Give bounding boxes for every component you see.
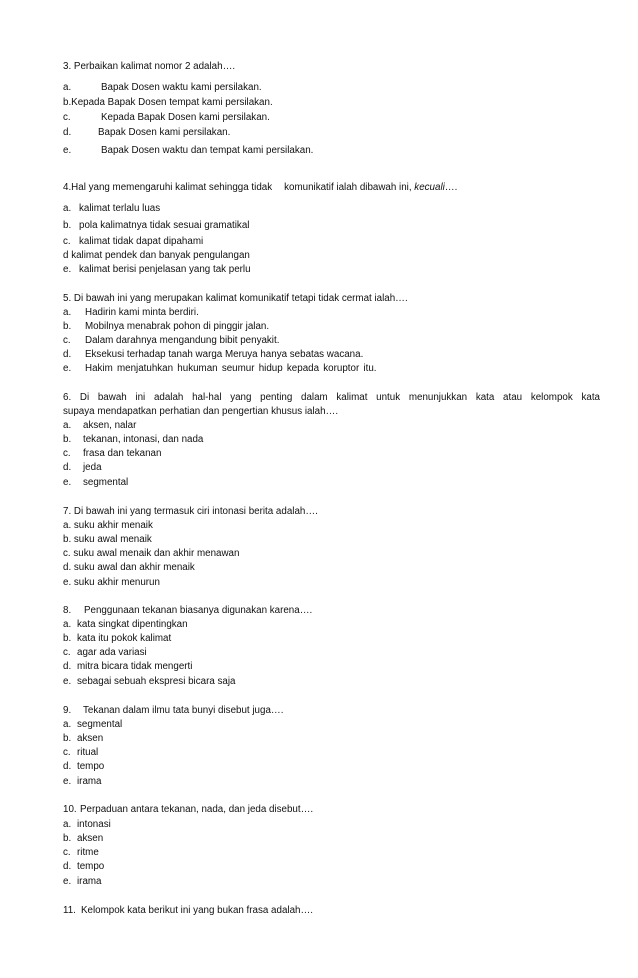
option-text: suku awal dan akhir menaik xyxy=(73,562,195,573)
option-text: Bapak Dosen kami persilakan. xyxy=(98,127,231,138)
option-label: a. xyxy=(63,203,72,214)
option-text: kalimat berisi penjelasan yang tak perlu xyxy=(79,264,251,275)
option-label: b. xyxy=(63,733,72,744)
question-8-option-b xyxy=(63,632,171,646)
option-label: e. xyxy=(63,477,72,488)
question-3 xyxy=(63,60,235,74)
question-8-option-a xyxy=(63,618,188,632)
option-text: agar ada variasi xyxy=(77,647,147,658)
question-8-option-c xyxy=(63,646,147,660)
question-text: Penggunaan tekanan biasanya digunakan karena…. xyxy=(84,605,313,616)
option-text: Kepada Bapak Dosen kami persilakan. xyxy=(101,112,270,123)
question-9 xyxy=(63,704,283,718)
option-label: c. xyxy=(63,448,71,459)
option-label: d xyxy=(63,250,69,261)
question-emphasis: kecuali xyxy=(414,182,445,193)
question-7-option-a xyxy=(63,519,153,533)
option-label: b. xyxy=(63,97,72,108)
option-label: b. xyxy=(63,321,72,332)
option-text: tempo xyxy=(77,761,105,772)
question-3-option-a xyxy=(63,81,262,95)
question-ending: …. xyxy=(444,182,458,193)
question-number: 5. xyxy=(63,293,72,304)
option-text: aksen xyxy=(77,733,104,744)
option-text: tekanan, intonasi, dan nada xyxy=(83,434,204,445)
question-number: 8. xyxy=(63,605,72,616)
question-7-option-c xyxy=(63,547,239,561)
option-text: Hakim menjatuhkan hukuman seumur hidup kepada koruptor itu. xyxy=(85,363,377,374)
question-10-option-a xyxy=(63,818,111,832)
option-text: intonasi xyxy=(77,819,111,830)
option-label: b. xyxy=(63,833,72,844)
question-10-option-e xyxy=(63,875,102,889)
option-label: e. xyxy=(63,264,72,275)
question-5-option-a xyxy=(63,306,199,320)
question-6-option-c xyxy=(63,447,161,461)
option-label: c. xyxy=(63,847,71,858)
option-text: kata singkat dipentingkan xyxy=(77,619,188,630)
question-text: Perpaduan antara tekanan, nada, dan jeda disebut…. xyxy=(80,804,314,815)
option-text: segmental xyxy=(83,477,129,488)
option-text: kata itu pokok kalimat xyxy=(77,633,172,644)
question-9-option-c xyxy=(63,746,98,760)
option-label: d. xyxy=(63,661,72,672)
question-9-option-a xyxy=(63,718,122,732)
option-label: e. xyxy=(63,676,72,687)
question-9-option-b xyxy=(63,732,103,746)
question-number: 7. xyxy=(63,506,72,517)
question-10-option-d xyxy=(63,860,104,874)
option-text: suku awal menaik xyxy=(73,534,152,545)
option-text: kalimat pendek dan banyak pengulangan xyxy=(71,250,250,261)
question-10-option-b xyxy=(63,832,103,846)
option-label: d. xyxy=(63,127,72,138)
option-label: a. xyxy=(63,719,72,730)
question-text-continued: supaya mendapatkan perhatian dan pengertian khusus ialah…. xyxy=(63,406,339,417)
question-number: 11. xyxy=(63,905,76,916)
option-text: jeda xyxy=(83,462,102,473)
question-5-option-b xyxy=(63,320,269,334)
option-text: Bapak Dosen waktu kami persilakan. xyxy=(101,82,262,93)
option-text: Bapak Dosen waktu dan tempat kami persilakan. xyxy=(101,145,314,156)
question-4-option-c xyxy=(63,235,203,249)
option-text: irama xyxy=(77,876,102,887)
question-number: 6. xyxy=(63,392,72,403)
question-3-option-c xyxy=(63,111,270,125)
option-label: d. xyxy=(63,462,72,473)
question-5-option-e xyxy=(63,362,377,376)
option-text: Kepada Bapak Dosen tempat kami persilakan. xyxy=(71,97,273,108)
option-text: aksen, nalar xyxy=(83,420,137,431)
option-label: d. xyxy=(63,349,72,360)
question-8-option-d xyxy=(63,660,192,674)
option-label: a. xyxy=(63,307,72,318)
option-label: e. xyxy=(63,577,72,588)
option-label: c. xyxy=(63,236,71,247)
question-7-option-d xyxy=(63,561,195,575)
option-label: d. xyxy=(63,562,72,573)
option-text: suku akhir menurun xyxy=(73,577,160,588)
option-text: suku akhir menaik xyxy=(73,520,153,531)
option-text: Hadirin kami minta berdiri. xyxy=(85,307,199,318)
option-text: kalimat terlalu luas xyxy=(79,203,161,214)
question-7-option-e xyxy=(63,576,160,590)
question-9-option-d xyxy=(63,760,104,774)
option-label: c. xyxy=(63,647,71,658)
option-text: aksen xyxy=(77,833,104,844)
option-text: segmental xyxy=(77,719,123,730)
question-6-option-b xyxy=(63,433,203,447)
question-3-option-d xyxy=(63,126,230,140)
question-8 xyxy=(63,604,312,618)
question-8-option-e xyxy=(63,675,235,689)
option-label: a. xyxy=(63,819,72,830)
question-text: Di bawah ini yang merupakan kalimat komunikatif tetapi tidak cermat ialah…. xyxy=(73,293,408,304)
question-6-option-d xyxy=(63,461,102,475)
question-10-option-c xyxy=(63,846,99,860)
option-text: ritual xyxy=(77,747,99,758)
question-4-option-e xyxy=(63,263,251,277)
question-4-option-a xyxy=(63,202,160,216)
option-label: e. xyxy=(63,145,72,156)
option-label: a. xyxy=(63,619,72,630)
option-label: b. xyxy=(63,534,72,545)
question-5-option-c xyxy=(63,334,279,348)
option-text: frasa dan tekanan xyxy=(83,448,162,459)
option-label: e. xyxy=(63,363,72,374)
option-text: ritme xyxy=(77,847,99,858)
option-text: suku awal menaik dan akhir menawan xyxy=(73,548,240,559)
option-label: e. xyxy=(63,776,72,787)
question-10 xyxy=(63,803,313,817)
question-5-option-d xyxy=(63,348,363,362)
question-text: Di bawah ini yang termasuk ciri intonasi berita adalah…. xyxy=(73,506,318,517)
option-label: b. xyxy=(63,633,72,644)
question-4-option-b xyxy=(63,219,249,233)
option-text: sebagai sebuah ekspresi bicara saja xyxy=(77,676,236,687)
option-label: c. xyxy=(63,112,71,123)
option-text: Mobilnya menabrak pohon di pinggir jalan. xyxy=(85,321,270,332)
option-text: irama xyxy=(77,776,102,787)
question-7-option-b xyxy=(63,533,152,547)
option-label: c. xyxy=(63,335,71,346)
option-text: Eksekusi terhadap tanah warga Meruya hanya sebatas wacana. xyxy=(85,349,364,360)
question-6-continued xyxy=(63,405,338,419)
option-text: tempo xyxy=(77,861,105,872)
option-text: mitra bicara tidak mengerti xyxy=(77,661,193,672)
question-6-option-e xyxy=(63,476,128,490)
option-label: d. xyxy=(63,861,72,872)
question-3-option-e xyxy=(63,144,313,158)
question-text: Perbaikan kalimat nomor 2 adalah…. xyxy=(73,61,236,72)
question-text: Kelompok kata berikut ini yang bukan frasa adalah…. xyxy=(81,905,313,916)
question-text-continued: komunikatif ialah dibawah ini, xyxy=(284,182,412,193)
question-number: 4. xyxy=(63,182,72,193)
option-text: kalimat tidak dapat dipahami xyxy=(79,236,204,247)
question-4 xyxy=(63,181,457,195)
option-label: c. xyxy=(63,747,71,758)
option-label: a. xyxy=(63,420,72,431)
question-text: Hal yang memengaruhi kalimat sehingga tidak xyxy=(71,182,273,193)
question-number: 9. xyxy=(63,705,72,716)
question-5 xyxy=(63,292,408,306)
question-6 xyxy=(63,391,600,405)
option-label: a. xyxy=(63,520,72,531)
option-text: Dalam darahnya mengandung bibit penyakit. xyxy=(85,335,280,346)
question-6-option-a xyxy=(63,419,136,433)
question-text: Tekanan dalam ilmu tata bunyi disebut juga…. xyxy=(83,705,284,716)
option-label: a. xyxy=(63,82,72,93)
question-7 xyxy=(63,505,318,519)
option-label: e. xyxy=(63,876,72,887)
question-9-option-e xyxy=(63,775,102,789)
question-number: 3. xyxy=(63,61,72,72)
option-label: b. xyxy=(63,220,72,231)
question-4-option-d xyxy=(63,249,250,263)
option-label: c. xyxy=(63,548,71,559)
question-3-option-b xyxy=(63,96,273,110)
option-label: d. xyxy=(63,761,72,772)
question-number: 10. xyxy=(63,804,77,815)
question-11 xyxy=(63,904,313,918)
option-text: pola kalimatnya tidak sesuai gramatikal xyxy=(79,220,250,231)
option-label: b. xyxy=(63,434,72,445)
question-text: Di bawah ini adalah hal-hal yang penting dalam kalimat untuk menunjukkan kata atau kelompok kata xyxy=(79,392,600,403)
